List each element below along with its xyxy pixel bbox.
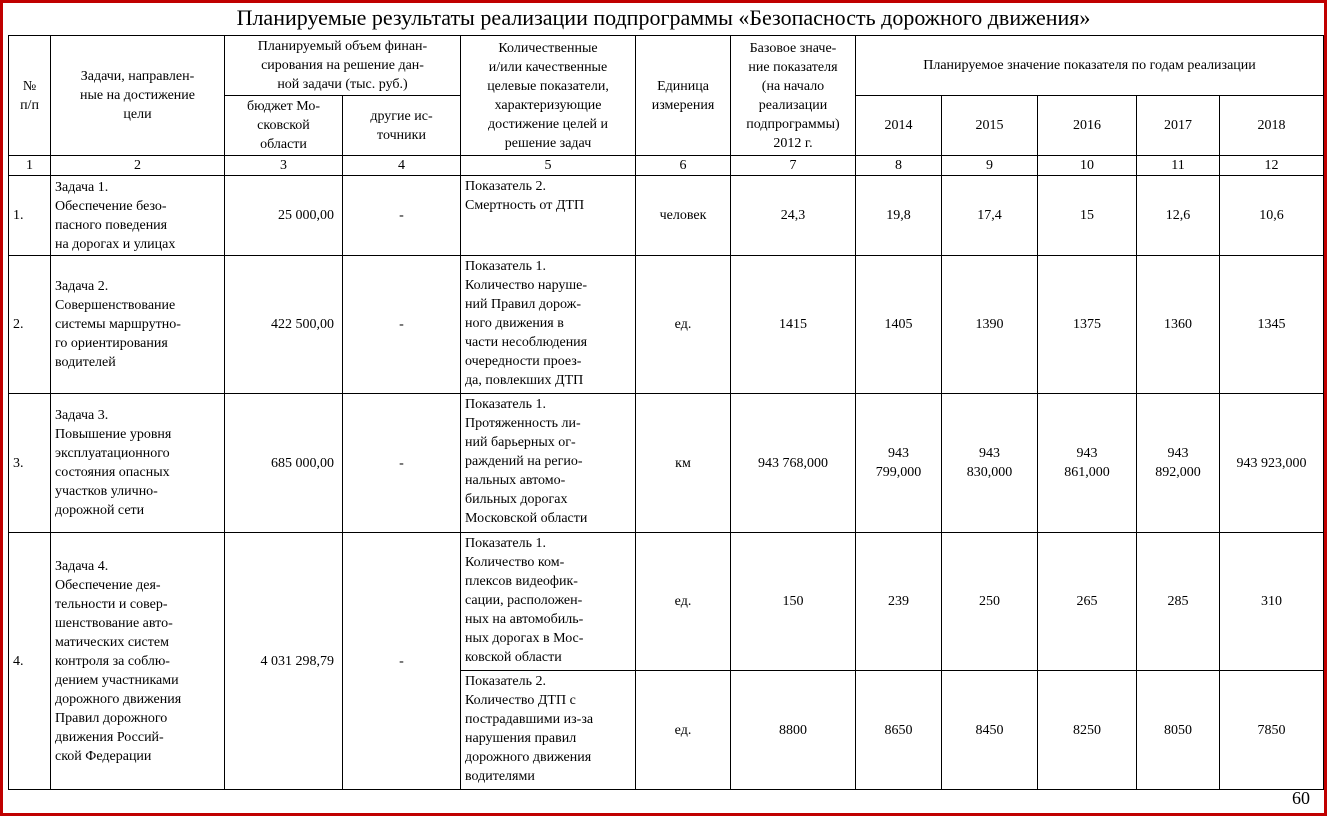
value-cell: 8650 [856,671,942,790]
other-cell: - [343,533,461,790]
row-num: 2. [9,256,51,394]
header-row-1 [9,36,1324,96]
header-year: 2015 [942,96,1038,156]
value-cell: 1390 [942,256,1038,394]
base-cell: 24,3 [731,176,856,256]
value-cell: 7850 [1220,671,1324,790]
table-row [9,533,1324,671]
indicator-cell: Показатель 2. Количество ДТП с пострадавшими из-за нарушения правил дорожного движения водителями [461,671,636,790]
base-cell: 8800 [731,671,856,790]
indicator-cell: Показатель 1. Протяженность ли- ний барьерных ог- раждений на регио- нальных автомо- бильных дорогах Московской области [461,394,636,533]
page-title: Планируемые результаты реализации подпрограммы «Безопасность дорожного движения» [236,5,1091,30]
base-cell: 943 768,000 [731,394,856,533]
col-number: 10 [1038,156,1137,176]
budget-cell: 25 000,00 [225,176,343,256]
table-row [9,394,1324,533]
base-cell: 1415 [731,256,856,394]
table-row [9,256,1324,394]
row-num: 1. [9,176,51,256]
value-cell: 8250 [1038,671,1137,790]
other-cell: - [343,176,461,256]
header-budget: бюджет Мо- сковской области [225,96,343,156]
base-cell: 150 [731,533,856,671]
indicator-cell: Показатель 2. Смертность от ДТП [461,176,636,256]
header-year: 2016 [1038,96,1137,156]
budget-cell: 422 500,00 [225,256,343,394]
col-number: 7 [731,156,856,176]
value-cell: 250 [942,533,1038,671]
value-cell: 8450 [942,671,1038,790]
value-cell: 19,8 [856,176,942,256]
col-number: 5 [461,156,636,176]
header-num: № п/п [9,36,51,156]
task-cell: Задача 4. Обеспечение дея- тельности и совер- шенствование авто- матических систем контроля за соблю- дением участниками дорожного движения Правил дорожного движения Россий- ской Федерации [51,533,225,790]
header-year: 2017 [1137,96,1220,156]
col-number: 9 [942,156,1038,176]
header-year: 2018 [1220,96,1324,156]
row-num: 4. [9,533,51,790]
unit-cell: ед. [636,256,731,394]
unit-cell: ед. [636,671,731,790]
value-cell: 15 [1038,176,1137,256]
page-number: 60 [1292,788,1310,808]
header-indicators: Количественные и/или качественные целевые показатели, характеризующие достижение целей и решение задач [461,36,636,156]
budget-cell: 4 031 298,79 [225,533,343,790]
value-cell: 943 892,000 [1137,394,1220,533]
unit-cell: км [636,394,731,533]
header-base: Базовое значе- ние показателя (на начало реализации подпрограммы) 2012 г. [731,36,856,156]
value-cell: 943 830,000 [942,394,1038,533]
column-number-row [9,156,1324,176]
indicator-cell: Показатель 1. Количество ком- плексов видеофик- сации, расположен- ных на автомобиль- ных дорогах в Мос- ковской области [461,533,636,671]
results-table [8,35,1324,790]
unit-cell: человек [636,176,731,256]
col-number: 8 [856,156,942,176]
budget-cell: 685 000,00 [225,394,343,533]
value-cell: 943 923,000 [1220,394,1324,533]
value-cell: 10,6 [1220,176,1324,256]
value-cell: 265 [1038,533,1137,671]
other-cell: - [343,256,461,394]
unit-cell: ед. [636,533,731,671]
value-cell: 1360 [1137,256,1220,394]
task-cell: Задача 1. Обеспечение безо- пасного поведения на дорогах и улицах [51,176,225,256]
row-num: 3. [9,394,51,533]
value-cell: 17,4 [942,176,1038,256]
value-cell: 285 [1137,533,1220,671]
col-number: 4 [343,156,461,176]
header-tasks: Задачи, направлен- ные на достижение цели [51,36,225,156]
col-number: 6 [636,156,731,176]
value-cell: 239 [856,533,942,671]
col-number: 3 [225,156,343,176]
col-number: 11 [1137,156,1220,176]
value-cell: 943 799,000 [856,394,942,533]
other-cell: - [343,394,461,533]
value-cell: 310 [1220,533,1324,671]
col-number: 2 [51,156,225,176]
value-cell: 1405 [856,256,942,394]
value-cell: 1345 [1220,256,1324,394]
value-cell: 1375 [1038,256,1137,394]
value-cell: 943 861,000 [1038,394,1137,533]
task-cell: Задача 3. Повышение уровня эксплуатационного состояния опасных участков улично- дорожной сети [51,394,225,533]
header-other: другие ис- точники [343,96,461,156]
header-planned: Планируемое значение показателя по годам реализации [856,36,1324,96]
col-number: 12 [1220,156,1324,176]
value-cell: 8050 [1137,671,1220,790]
indicator-cell: Показатель 1. Количество наруше- ний Правил дорож- ного движения в части несоблюдения очередности проез- да, повлекших ДТП [461,256,636,394]
value-cell: 12,6 [1137,176,1220,256]
task-cell: Задача 2. Совершенствование системы маршрутно- го ориентирования водителей [51,256,225,394]
col-number: 1 [9,156,51,176]
header-year: 2014 [856,96,942,156]
header-unit: Единица измерения [636,36,731,156]
table-row [9,176,1324,256]
header-funding: Планируемый объем финан- сирования на решение дан- ной задачи (тыс. руб.) [225,36,461,96]
